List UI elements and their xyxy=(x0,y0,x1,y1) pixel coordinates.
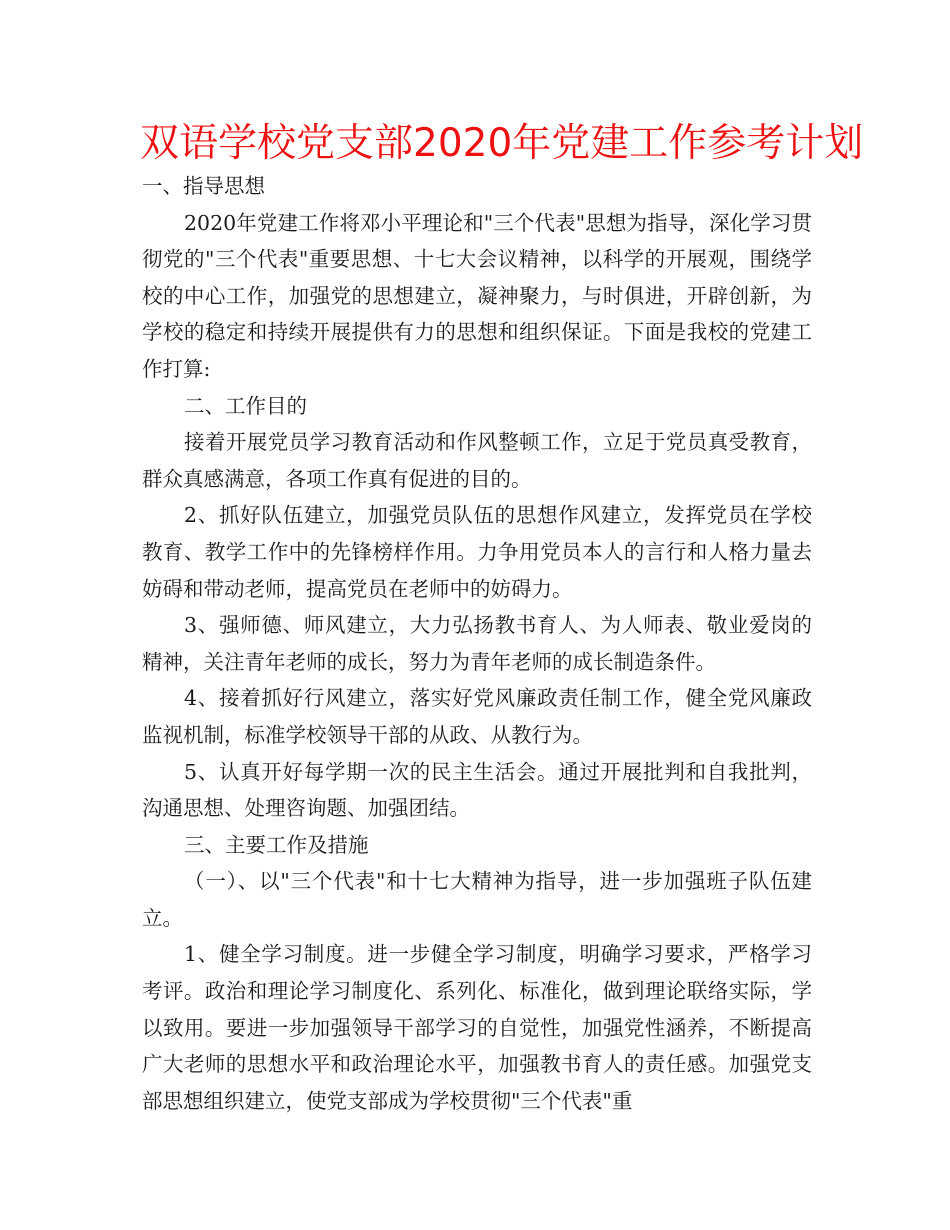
subsection-heading: （一）、以"三个代表"和十七大精神为指导，进一步加强班子队伍建立。 xyxy=(142,869,812,930)
section-heading-3: 三、主要工作及措施 xyxy=(184,832,369,857)
paragraph: 1、健全学习制度。进一步健全学习制度，明确学习要求，严格学习考评。政治和理论学习制度化、系列化、标准化，做到理论联络实际，学以致用。要进一步加强领导干部学习的自觉性，加强党性涵养，不断提高广大老师的思想水平和政治理论水平，加强教书育人的责任感。加强党支部思想组织建立，使党支部成为学校贯彻"三个代表"重 xyxy=(142,942,812,1113)
paragraph: 3、强师德、师风建立，大力弘扬教书育人、为人师表、敬业爱岗的精神，关注青年老师的成长，努力为青年老师的成长制造条件。 xyxy=(142,613,812,674)
document-body xyxy=(142,168,812,1119)
paragraph: 2、抓好队伍建立，加强党员队伍的思想作风建立，发挥党员在学校教育、教学工作中的先锋榜样作用。力争用党员本人的言行和人格力量去妨碍和带动老师，提高党员在老师中的妨碍力。 xyxy=(142,503,812,601)
section-heading-2: 二、工作目的 xyxy=(184,393,307,418)
paragraph: 5、认真开好每学期一次的民主生活会。通过开展批判和自我批判，沟通思想、处理咨询题、加强团结。 xyxy=(142,759,812,821)
section-heading-1: 一、指导思想 xyxy=(142,174,265,198)
paragraph: 2020年党建工作将邓小平理论和"三个代表"思想为指导，深化学习贯彻党的"三个代表"重要思想、十七大会议精神，以科学的开展观，围绕学校的中心工作，加强党的思想建立，凝神聚力，与时俱进，开辟创新，为学校的稳定和持续开展提供有力的思想和组织保证。下面是我校的党建工作打算: xyxy=(142,210,812,381)
paragraph: 4、接着抓好行风建立，落实好党风廉政责任制工作，健全党风廉政监视机制，标准学校领导干部的从政、从教行为。 xyxy=(142,686,812,747)
document-title: 双语学校党支部2020年党建工作参考计划 xyxy=(140,121,864,166)
paragraph: 接着开展党员学习教育活动和作风整顿工作，立足于党员真受教育，群众真感满意，各项工作真有促进的目的。 xyxy=(142,430,812,491)
